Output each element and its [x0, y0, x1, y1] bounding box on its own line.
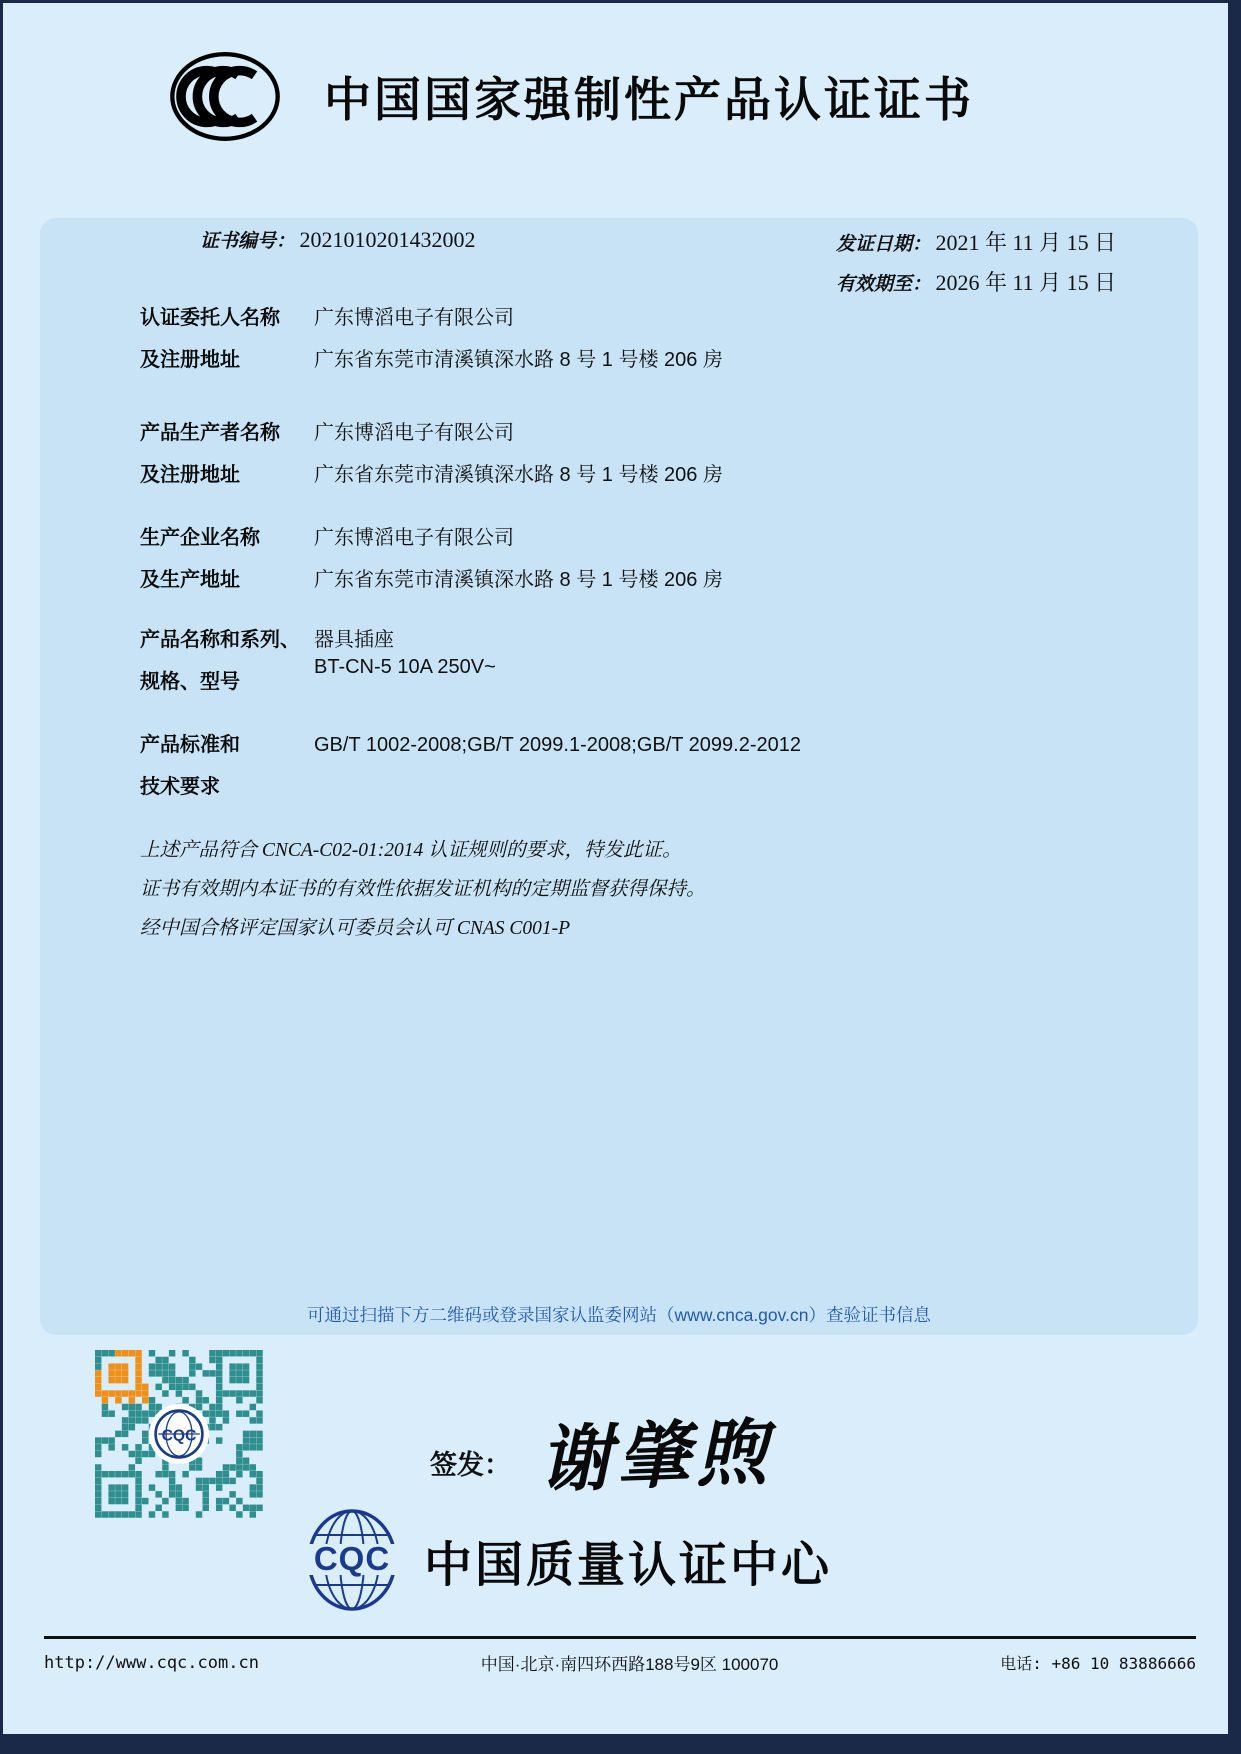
verification-notice: 可通过扫描下方二维码或登录国家认监委网站（www.cnca.gov.cn）查验证书信息 [307, 1305, 931, 1325]
field-label: 及生产地址 [140, 569, 240, 591]
field-product [140, 619, 496, 703]
field-applicant [140, 297, 723, 381]
certificate-dates [836, 226, 1116, 306]
statement-line: 上述产品符合 CNCA-C02-01:2014 认证规则的要求，特发此证。 [140, 840, 682, 861]
field-manufacturer [140, 517, 723, 601]
field-label: 及注册地址 [140, 349, 240, 371]
field-label: 技术要求 [140, 776, 220, 798]
certificate-number [200, 226, 475, 253]
certification-statements [140, 831, 706, 948]
field-value: 广东省东莞市清溪镇深水路 8 号 1 号楼 206 房 [314, 569, 723, 591]
footer-website: http://www.cqc.com.cn [44, 1652, 259, 1673]
certificate-number-value: 2021010201432002 [299, 227, 476, 252]
certificate-header [168, 48, 974, 145]
valid-until-label: 有效期至： [836, 274, 932, 295]
page-edge-top [0, 0, 1241, 3]
page-edge-right [1228, 0, 1241, 1754]
field-value: 广东省东莞市清溪镇深水路 8 号 1 号楼 206 房 [314, 349, 723, 371]
signature: 谢肇煦 [537, 1408, 775, 1503]
svg-text:CQC: CQC [313, 1540, 391, 1577]
page-edge-bottom [0, 1734, 1241, 1754]
issue-date-row [836, 226, 1116, 257]
field-producer [140, 412, 723, 496]
issue-date-value: 2021 年 11 月 15 日 [935, 230, 1117, 255]
field-label: 规格、型号 [140, 671, 240, 693]
signoff-row [430, 1398, 773, 1502]
field-label: 及注册地址 [140, 464, 240, 486]
footer [44, 1650, 1196, 1675]
certificate-title: 中国国家强制性产品认证证书 [324, 73, 974, 126]
field-label: 认证委托人名称 [140, 307, 280, 329]
valid-until-row [836, 266, 1116, 297]
field-value: 广东博滔电子有限公司 [314, 527, 514, 549]
field-value: GB/T 1002-2008;GB/T 2099.1-2008;GB/T 2099.2-2012 [314, 734, 802, 756]
page-edge-left [0, 0, 3, 1754]
footer-divider [44, 1636, 1196, 1639]
certificate-panel [40, 218, 1198, 1335]
cqc-logo-icon [292, 1508, 412, 1612]
field-value: 广东博滔电子有限公司 [314, 307, 514, 329]
footer-address: 中国·北京·南四环西路188号9区 100070 [480, 1655, 779, 1674]
signoff-label: 签发： [430, 1450, 511, 1480]
ccc-mark-icon [168, 48, 282, 145]
field-value: BT-CN-5 10A 250V~ [314, 656, 496, 678]
issuer-name: 中国质量认证中心 [424, 1538, 833, 1592]
issue-date-label: 发证日期： [836, 234, 932, 255]
field-value: 广东博滔电子有限公司 [314, 422, 514, 444]
qr-code [95, 1350, 263, 1518]
svg-text:CQC: CQC [161, 1427, 197, 1445]
valid-until-value: 2026 年 11 月 15 日 [935, 270, 1117, 295]
field-standards [140, 724, 801, 808]
field-label: 产品生产者名称 [140, 422, 280, 444]
footer-phone: 电话: +86 10 83886666 [1000, 1654, 1196, 1673]
field-label: 产品名称和系列、 [140, 629, 300, 651]
statement-line: 经中国合格评定国家认可委员会认可 CNAS C001-P [140, 918, 571, 939]
field-label: 生产企业名称 [140, 527, 260, 549]
cqc-emblem-icon [151, 1406, 207, 1462]
issuer-row [292, 1508, 832, 1612]
field-label: 产品标准和 [140, 734, 240, 756]
field-value: 广东省东莞市清溪镇深水路 8 号 1 号楼 206 房 [314, 464, 723, 486]
field-value: 器具插座 [314, 629, 394, 651]
certificate-number-label: 证书编号： [200, 231, 296, 252]
statement-line: 证书有效期内本证书的有效性依据发证机构的定期监督获得保持。 [140, 879, 706, 900]
